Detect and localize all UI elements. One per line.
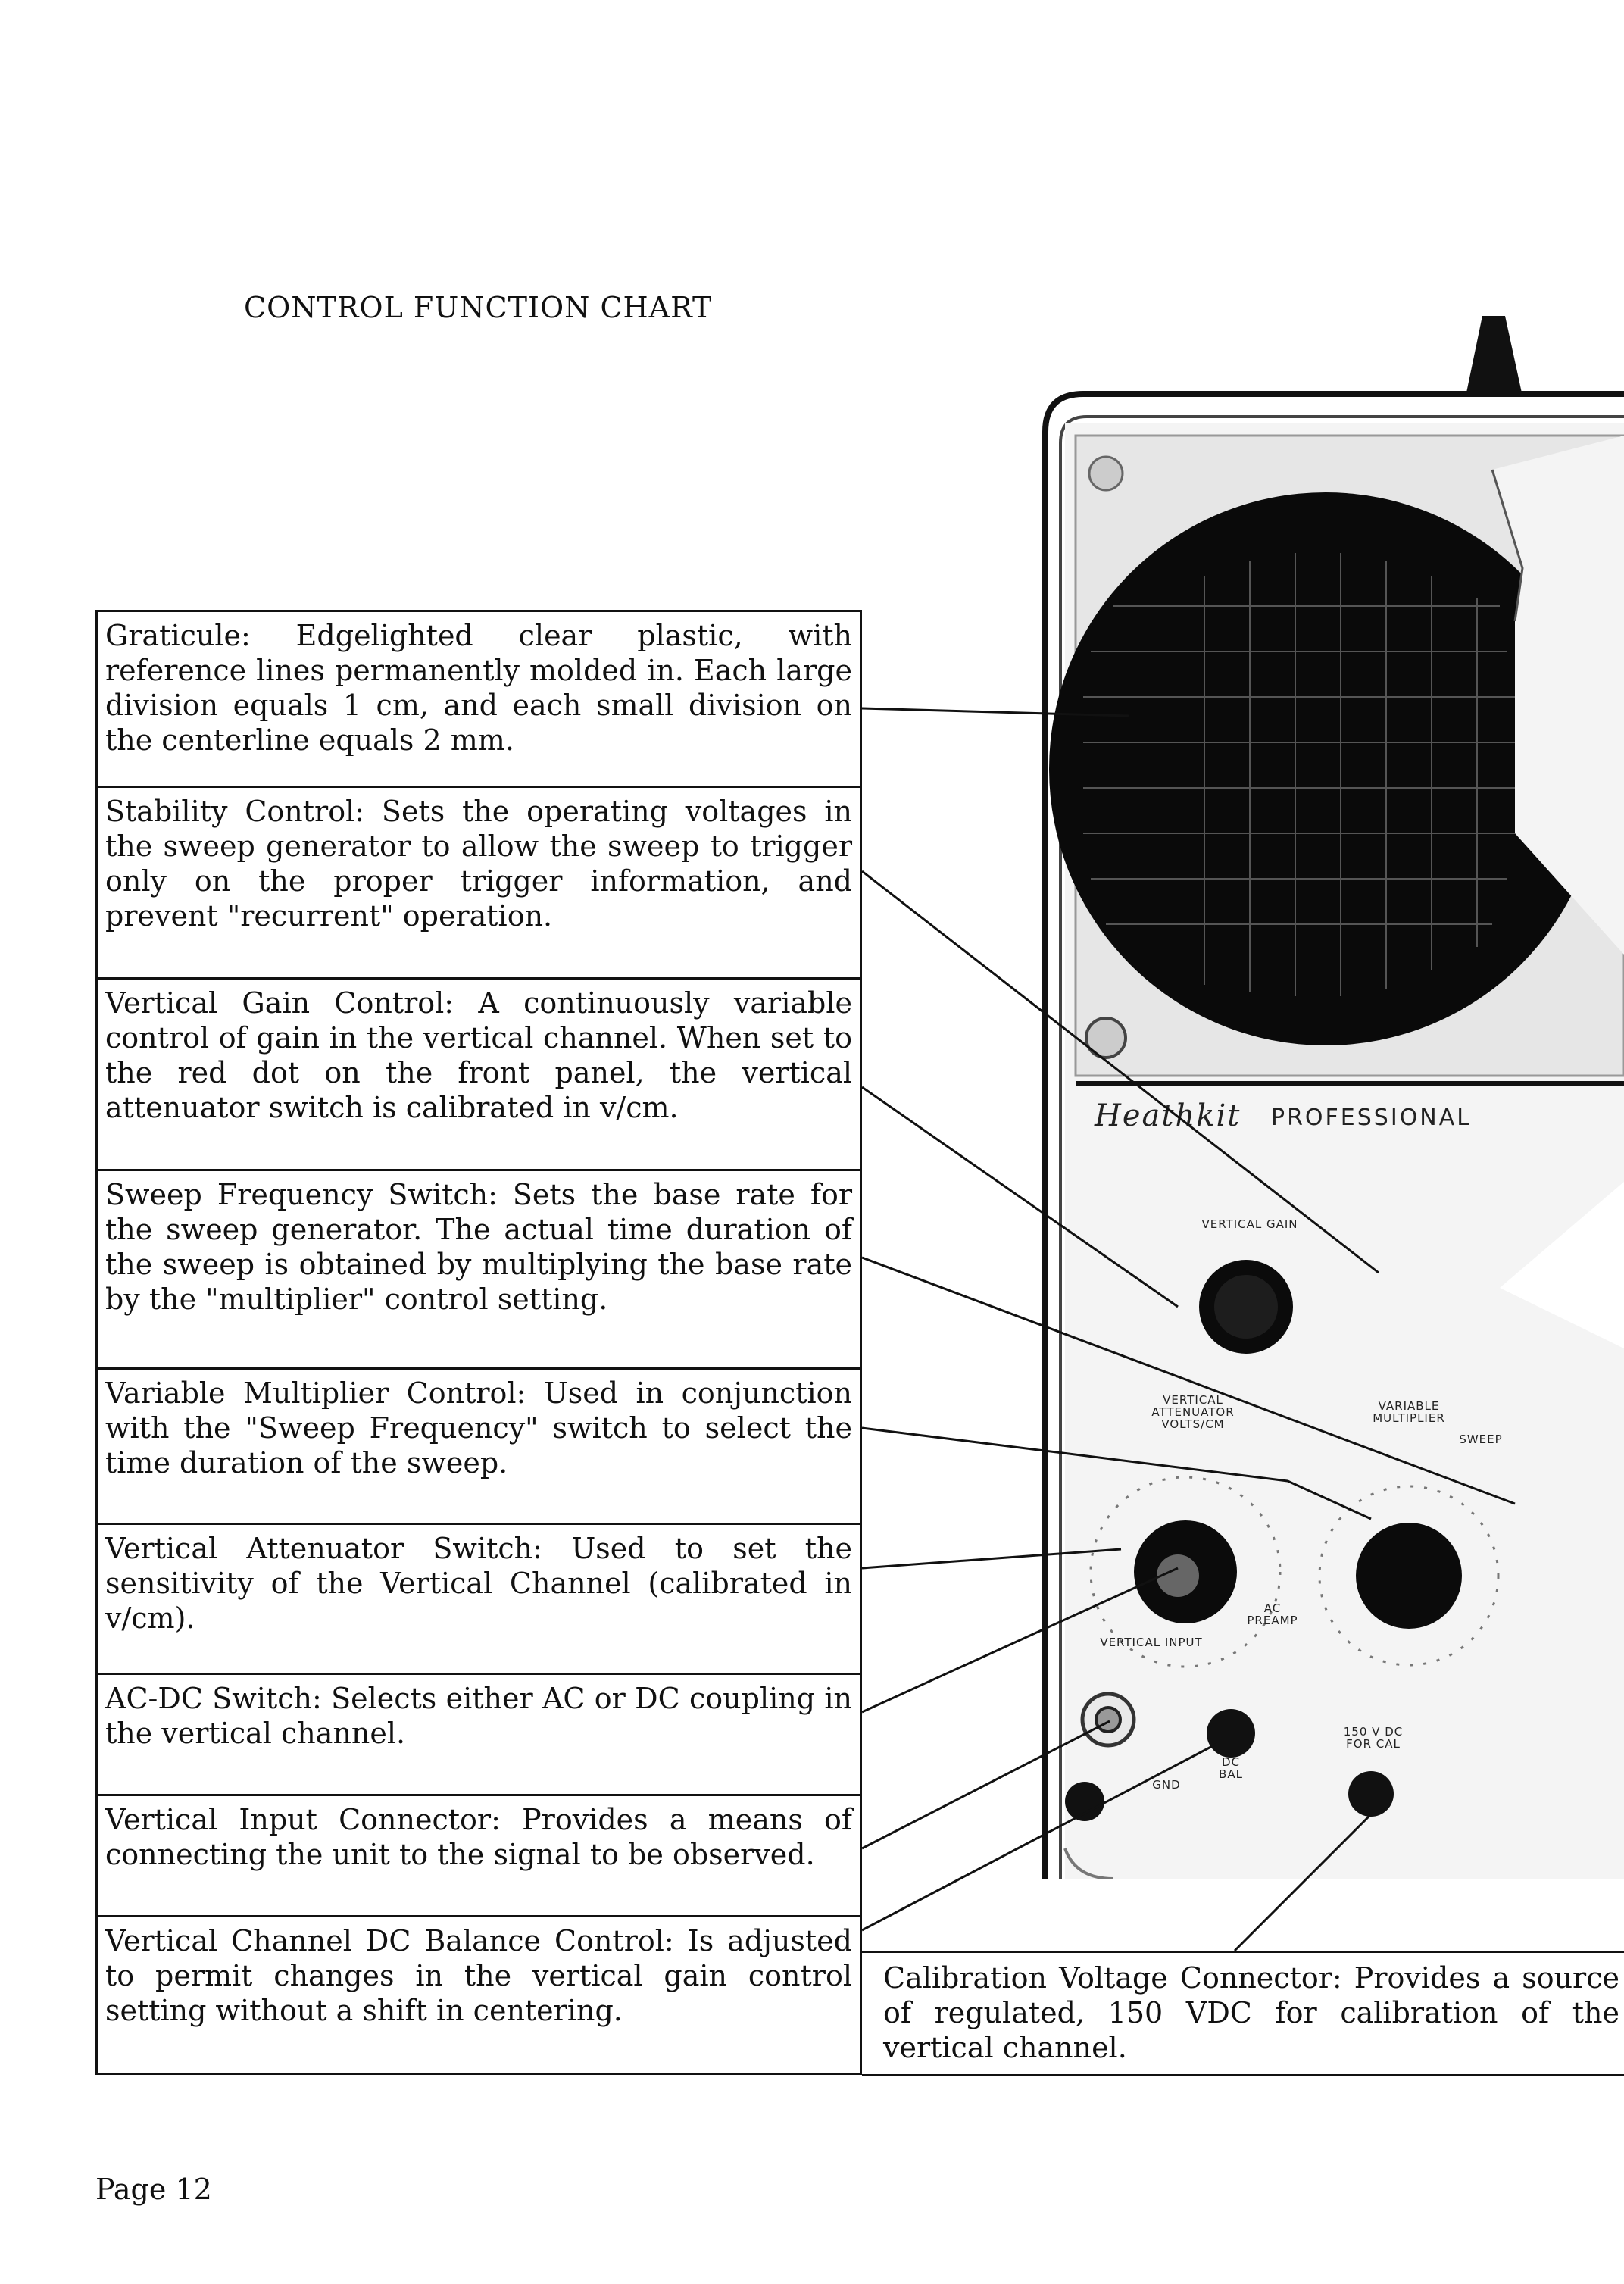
attenuator-label: VERTICAL ATTENUATOR VOLTS/CM: [1151, 1393, 1235, 1431]
dc-bal-knob: [1207, 1709, 1255, 1758]
vertical-input-label: VERTICAL INPUT: [1100, 1636, 1203, 1649]
multiplier-label: VARIABLE MULTIPLIER: [1373, 1399, 1445, 1425]
gnd-label: GND: [1152, 1778, 1181, 1792]
vertical-gain-description: Vertical Gain Control: A continuously variable control of gain in the vertical channel. When set to the red dot on the front panel, the vertical attenuator switch is calibrated in v/cm.: [95, 977, 862, 1169]
dc-bal-label: DC BAL: [1219, 1755, 1243, 1781]
page-heading: CONTROL FUNCTION CHART: [244, 291, 713, 324]
sweep-label: SWEEP: [1459, 1433, 1503, 1446]
calibration-description: Calibration Voltage Connector: Provides a source of regulated, 150 VDC for calibration of the vertical channel.: [862, 1951, 1624, 2076]
graticule-description: Graticule: Edgelighted clear plastic, with reference lines permanently molded in. Each large division equals 1 cm, and each small division on the centerline equals 2 mm.: [95, 610, 862, 786]
brand-suffix: PROFESSIONAL: [1271, 1105, 1472, 1131]
ac-dc-description: AC-DC Switch: Selects either AC or DC coupling in the vertical channel.: [95, 1673, 862, 1794]
description-stack: [95, 610, 862, 2075]
multiplier-knob: [1356, 1523, 1462, 1629]
vertical-gain-label: VERTICAL GAIN: [1201, 1217, 1298, 1231]
page-number: Page 12: [95, 2173, 212, 2206]
sweep-frequency-description: Sweep Frequency Switch: Sets the base rate for the sweep generator. The actual time duration of the sweep is obtained by multiplying the base rate by the "multiplier" control setting.: [95, 1169, 862, 1367]
cal-post: [1348, 1771, 1394, 1817]
variable-multiplier-description: Variable Multiplier Control: Used in conjunction with the "Sweep Frequency" switch to select the time duration of the sweep.: [95, 1367, 862, 1523]
handle-foot: [1466, 316, 1522, 396]
stability-description: Stability Control: Sets the operating voltages in the sweep generator to allow the sweep to trigger only on the proper trigger information, and prevent "recurrent" operation.: [95, 786, 862, 977]
brand-logo: Heathkit: [1095, 1098, 1241, 1133]
vertical-input-description: Vertical Input Connector: Provides a means of connecting the unit to the signal to be observed.: [95, 1794, 862, 1915]
vertical-attenuator-description: Vertical Attenuator Switch: Used to set the sensitivity of the Vertical Channel (calibrated in v/cm).: [95, 1523, 862, 1673]
dc-balance-description: Vertical Channel DC Balance Control: Is adjusted to permit changes in the vertical gain control setting without a shift in centering.: [95, 1915, 862, 2075]
ac-preamp-label: AC PREAMP: [1247, 1601, 1298, 1627]
cal-label: 150 V DC FOR CAL: [1343, 1725, 1404, 1751]
